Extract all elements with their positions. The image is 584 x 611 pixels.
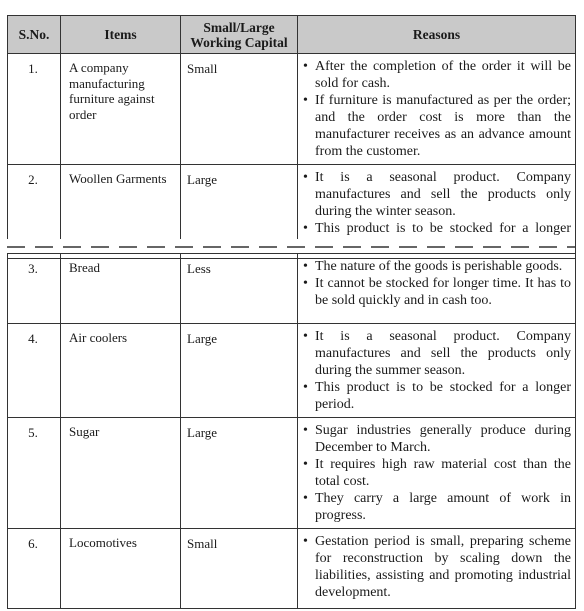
reason-item: • They carry a large amount of work in progress.: [302, 490, 571, 524]
header-working-capital: Small/Large Working Capital: [181, 16, 298, 54]
row-item: Air coolers: [61, 324, 181, 418]
reason-item: • The nature of the goods is perishable goods.: [302, 258, 571, 275]
row-item: Woollen Garments: [61, 165, 181, 259]
table-row: [8, 529, 576, 609]
reason-item: • After the completion of the order it will be sold for cash.: [302, 58, 571, 92]
row-working-capital: Small: [181, 529, 298, 609]
page-break-divider: [7, 239, 575, 253]
table-header-row: [8, 16, 576, 54]
header-reasons: Reasons: [298, 16, 576, 54]
row-working-capital: Less: [181, 254, 298, 324]
row-reasons: [298, 529, 576, 609]
row-sno: 1.: [8, 54, 61, 165]
row-working-capital: Large: [181, 165, 298, 259]
working-capital-table-part-1: [7, 15, 576, 259]
reason-item: • It requires high raw material cost than the total cost.: [302, 456, 571, 490]
reason-item: • Sugar industries generally produce during December to March.: [302, 422, 571, 456]
row-reasons: [298, 418, 576, 529]
header-items: Items: [61, 16, 181, 54]
row-item: Bread: [61, 254, 181, 324]
reason-item: • It cannot be stocked for longer time. It has to be sold quickly and in cash too.: [302, 275, 571, 309]
row-reasons: [298, 324, 576, 418]
reason-item: • It is a seasonal product. Company manufactures and sell the products only during the winter season.: [302, 169, 571, 220]
row-reasons: [298, 254, 576, 324]
header-sno: S.No.: [8, 16, 61, 54]
row-reasons: [298, 54, 576, 165]
row-item: Locomotives: [61, 529, 181, 609]
table-row: [8, 324, 576, 418]
row-sno: 4.: [8, 324, 61, 418]
working-capital-table-part-2: [7, 253, 576, 609]
row-working-capital: Large: [181, 324, 298, 418]
table-row: [8, 54, 576, 165]
reason-item: • Gestation period is small, preparing scheme for reconstruction by scaling down the liabilities, assisting and promoting industrial development.: [302, 533, 571, 601]
row-working-capital: Small: [181, 54, 298, 165]
row-item: A company manufacturing furniture against order: [61, 54, 181, 165]
row-sno: 3.: [8, 254, 61, 324]
reason-item: • If furniture is manufactured as per the order; and the order cost is more than the manufacturer receives as an advance amount from the customer.: [302, 92, 571, 160]
reason-item: • This product is to be stocked for a longer: [302, 220, 571, 254]
table-row: [8, 254, 576, 324]
reason-item: • This product is to be stocked for a longer period.: [302, 379, 571, 413]
row-sno: 2.: [8, 165, 61, 259]
row-item: Sugar: [61, 418, 181, 529]
row-sno: 6.: [8, 529, 61, 609]
reason-item: • It is a seasonal product. Company manufactures and sell the products only during the summer season.: [302, 328, 571, 379]
table-row: [8, 418, 576, 529]
row-working-capital: Large: [181, 418, 298, 529]
row-sno: 5.: [8, 418, 61, 529]
